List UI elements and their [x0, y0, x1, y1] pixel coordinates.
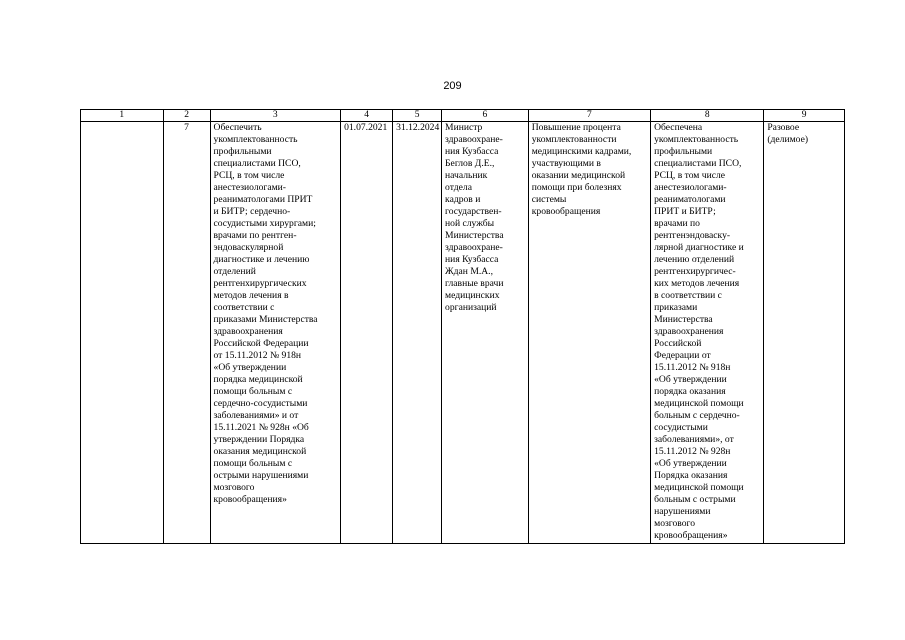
- column-header-4: 4: [341, 110, 393, 122]
- page-number: 209: [443, 80, 462, 92]
- column-header-6: 6: [442, 110, 529, 122]
- table-row: [81, 122, 845, 544]
- header-row: [81, 110, 845, 122]
- cell-measure: Обеспечить укомплектованность профильными специалистами ПСО, РСЦ, в том числе анестезиологами- реаниматологами ПРИТ и БИТР; сердечно- сосудистыми хирургами; врачами по рентген- эндоваскулярной диагностике и лечению отделений рентгенхирургических методов лечения в соответствии с приказами Министерства здравоохранения Российской Федерации от 15.11.2012 № 918н «Об утверждении порядка медицинской помощи больным с сердечно-сосудистыми заболеваниями» и от 15.11.2021 № 928н «Об утверждении Порядка оказания медицинской помощи больным с острыми нарушениями мозгового кровообращения»: [210, 122, 341, 544]
- column-header-3: 3: [210, 110, 341, 122]
- cell-responsible: Министр здравоохране- ния Кузбасса Беглов Д.Е., начальник отдела кадров и государствен- ной службы Министерства здравоохране- ния Кузбасса Ждан М.А., главные врачи медицинских организаций: [442, 122, 529, 544]
- cell-section: [81, 122, 164, 544]
- plan-table: [80, 109, 845, 544]
- column-header-8: 8: [651, 110, 764, 122]
- cell-indicator: Повышение процента укомплектованности медицинскими кадрами, участвующими в оказании медицинской помощи при болезнях системы кровообращения: [528, 122, 650, 544]
- column-header-7: 7: [528, 110, 650, 122]
- column-header-1: 1: [81, 110, 164, 122]
- column-header-5: 5: [393, 110, 442, 122]
- cell-end-date: 31.12.2024: [393, 122, 442, 544]
- cell-start-date: 01.07.2021: [341, 122, 393, 544]
- cell-result: Обеспечена укомплектованность профильными специалистами ПСО, РСЦ, в том числе анестезиологами- реаниматологами ПРИТ и БИТР; врачами по рентгенэндоваску- лярной диагностике и лечению отделений рентгенхирургичес- ких методов лечения в соответствии с приказами Министерства здравоохранения Российской Федерации от 15.11.2012 № 918н «Об утверждении порядка оказания медицинской помощи больным с сердечно- сосудистыми заболеваниями», от 15.11.2012 № 928н «Об утверждении Порядка оказания медицинской помощи больным с острыми нарушениями мозгового кровообращения»: [651, 122, 764, 544]
- column-header-9: 9: [764, 110, 845, 122]
- cell-item-number: 7: [163, 122, 210, 544]
- column-header-2: 2: [163, 110, 210, 122]
- cell-type: Разовое (делимое): [764, 122, 845, 544]
